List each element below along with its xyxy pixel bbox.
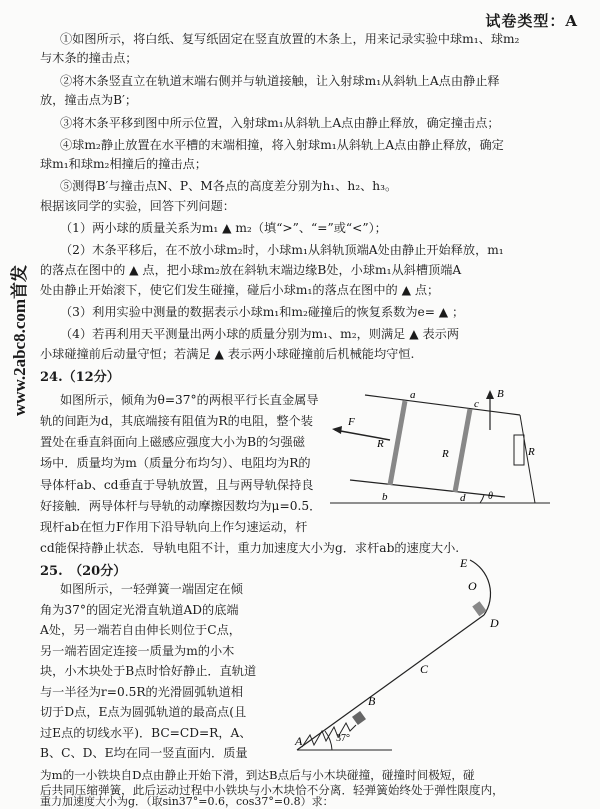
label-R-resistor: R	[528, 446, 535, 458]
q25-line: 与一半径为r=0.5R的光滑圆弧轨道相	[40, 684, 244, 699]
q25-line: A处，另一端若自由伸长则位于C点，	[40, 623, 241, 637]
force-arrowhead	[332, 426, 342, 434]
q23-line: 放，撞击点为B′；	[40, 93, 138, 107]
b-field-arrowhead	[486, 390, 494, 399]
label-E: E	[460, 556, 468, 570]
q24-line: 导体杆ab、cd垂直于导轨放置，且与两导轨保持良	[40, 478, 314, 492]
q25-line: 后共同压缩弹簧，此后运动过程中小铁块与小木块恰不分离．轻弹簧始终处于弹性限度内，	[40, 783, 504, 797]
label-c: c	[474, 398, 479, 410]
label-d: d	[460, 492, 466, 504]
q24-number: 24.（12分）	[40, 370, 120, 385]
side-watermark	[3, 210, 33, 470]
label-B: B	[368, 694, 376, 708]
q25-line: 如图所示，一轻弹簧一端固定在倾	[60, 582, 243, 596]
q23-line: （4）若再利用天平测量出两小球的质量分别为m₁、m₂，则满足 ▲ 表示两	[60, 327, 460, 341]
label-F: F	[348, 416, 355, 428]
label-O: O	[468, 579, 477, 593]
q23-line: ④球m₂静止放置在水平槽的末端相撞，将入射球m₁从斜轨上A点由静止释放，确定	[60, 138, 504, 152]
label-D: D	[490, 616, 499, 630]
q25-line: 切于D点，E点为圆弧轨道的最高点(且	[40, 705, 247, 719]
resistor	[514, 435, 524, 465]
q23-line: 小球碰撞前后动量守恒；若满足 ▲ 表示两小球碰撞前后机械能均守恒.	[40, 347, 415, 361]
rail-end	[520, 415, 535, 503]
q25-line: 重力加速度大小为g．（取sin37°=0.6，cos37°=0.8）求：	[40, 795, 334, 808]
q25-line: B、C、D、E均在同一竖直面内．质量	[40, 746, 248, 760]
q23-line: 与木条的撞击点；	[40, 51, 138, 65]
q23-line: 的落点在图中的 ▲ 点，把小球m₂放在斜轨末端边缘B处，小球m₁从斜槽顶端A	[40, 263, 462, 277]
q24-line: 如图所示，倾角为θ=37°的两根平行长直金属导	[60, 393, 319, 407]
q23-line: （1）两小球的质量关系为m₁ ▲ m₂（填“>”、“=”或“<”）；	[60, 221, 387, 235]
q23-line: ⑤测得B′与撞击点N、P、M各点的高度差分别为h₁、h₂、h₃。	[60, 179, 398, 193]
rod-cd	[455, 409, 470, 492]
rail-bottom	[350, 480, 505, 497]
q24-line: 好接触．两导体杆与导轨的动摩擦因数均为μ=0.5．	[40, 499, 322, 513]
label-R-ab: R	[377, 438, 384, 450]
q24-rail-figure	[330, 385, 558, 510]
q23-line: 球m₁和球m₂相撞后的撞击点；	[40, 157, 207, 171]
q25-line: 为m的一小铁块自D点由静止开始下滑，到达B点后与小木块碰撞，碰撞时间极短，碰	[40, 768, 475, 782]
q23-line: 处由静止开始滚下，使它们发生碰撞，碰后小球m₁的落点在图中的 ▲ 点；	[40, 283, 440, 297]
label-A: A	[295, 734, 303, 748]
q25-number: 25. （20分）	[40, 564, 127, 579]
label-b: b	[382, 491, 388, 503]
q23-line: 根据该同学的实验，回答下列问题：	[40, 199, 235, 213]
q25-line: 过E点的切线水平)．BC=CD=R，A、	[40, 725, 252, 740]
wood-block	[352, 711, 366, 725]
q24-line: cd能保持静止状态．导轨电阻不计，重力加速度大小为g．求杆ab的速度大小.	[40, 541, 460, 555]
label-theta: θ	[488, 491, 493, 502]
label-B: B	[497, 388, 504, 400]
q24-line: 轨的间距为d，其底端接有阻值为R的电阻，整个装	[40, 414, 313, 428]
theta-arc	[480, 495, 484, 503]
q25-line: 块，小木块处于B点时恰好静止．直轨道	[40, 664, 257, 678]
q23-line: （3）利用实验中测量的数据表示小球m₁和m₂碰撞后的恢复系数为e= ▲ ；	[60, 305, 465, 319]
label-R-cd: R	[442, 448, 449, 460]
incline-track	[297, 615, 484, 750]
q25-line: 角为37°的固定光滑直轨道AD的底端	[40, 602, 239, 617]
q24-line: 场中．质量均为m（质量分布均匀）、电阻均为R的	[40, 456, 311, 470]
paper-type-label: 试卷类型：A	[485, 12, 578, 30]
q23-line: ①如图所示，将白纸、复写纸固定在竖直放置的木条上，用来记录实验中球m₁、球m₂	[60, 32, 520, 46]
q25-line: 另一端若固定连接一质量为m的小木	[40, 643, 235, 658]
q24-line: 现杆ab在恒力F作用下沿导轨向上作匀速运动，杆	[40, 520, 308, 534]
q25-track-figure	[292, 555, 562, 755]
label-a: a	[410, 389, 416, 401]
watermark-text: www.2abc8.com首发	[10, 264, 30, 416]
q23-line: ②将木条竖直立在轨道末端右侧并与轨道接触，让入射球m₁从斜轨上A点由静止释	[60, 74, 500, 88]
label-C: C	[420, 662, 429, 676]
q23-line: （2）木条平移后，在不放小球m₂时，小球m₁从斜轨顶端A处由静止开始释放，m₁	[60, 243, 504, 257]
q24-line: 置处在垂直斜面向上磁感应强度大小为B的匀强磁	[40, 435, 305, 449]
q23-line: ③将木条平移到图中所示位置，入射球m₁从斜轨上A点由静止释放，确定撞击点；	[60, 116, 500, 130]
label-angle: 37°	[336, 733, 350, 744]
rod-ab	[390, 401, 405, 485]
